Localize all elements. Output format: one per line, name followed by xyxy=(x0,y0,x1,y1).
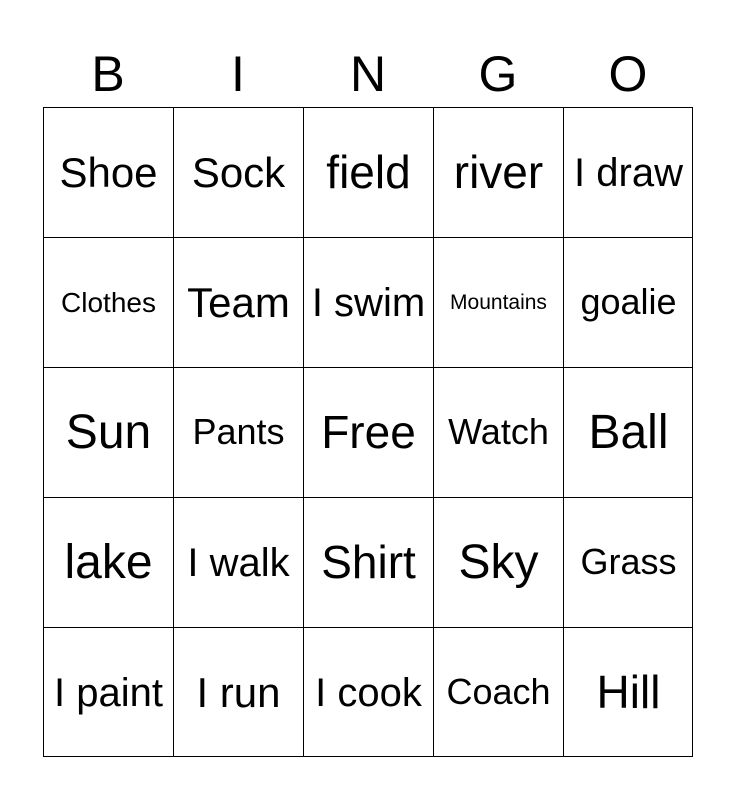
bingo-cell[interactable]: I run xyxy=(173,627,303,757)
bingo-cell[interactable]: Mountains xyxy=(433,237,563,367)
bingo-cell[interactable]: Team xyxy=(173,237,303,367)
bingo-cell[interactable]: I cook xyxy=(303,627,433,757)
bingo-cell[interactable]: lake xyxy=(43,497,173,627)
bingo-cell[interactable]: Shoe xyxy=(43,107,173,237)
bingo-cell[interactable]: Clothes xyxy=(43,237,173,367)
header-letter-b: B xyxy=(91,46,125,102)
bingo-cell[interactable]: Coach xyxy=(433,627,563,757)
bingo-cell[interactable]: Sock xyxy=(173,107,303,237)
bingo-cell[interactable]: I walk xyxy=(173,497,303,627)
header-letter-i: I xyxy=(231,46,245,102)
bingo-cell[interactable]: field xyxy=(303,107,433,237)
bingo-cell[interactable]: Grass xyxy=(563,497,693,627)
bingo-cell[interactable]: I paint xyxy=(43,627,173,757)
bingo-cell[interactable]: goalie xyxy=(563,237,693,367)
header-letter-n: N xyxy=(349,46,387,102)
bingo-cell[interactable]: Pants xyxy=(173,367,303,497)
bingo-cell-free[interactable]: Free xyxy=(303,367,433,497)
bingo-cell[interactable]: Sun xyxy=(43,367,173,497)
bingo-cell[interactable]: I swim xyxy=(303,237,433,367)
bingo-board xyxy=(43,107,693,757)
bingo-cell[interactable]: I draw xyxy=(563,107,693,237)
bingo-cell[interactable]: river xyxy=(433,107,563,237)
bingo-cell[interactable]: Watch xyxy=(433,367,563,497)
bingo-header xyxy=(43,42,693,106)
bingo-cell[interactable]: Sky xyxy=(433,497,563,627)
bingo-cell[interactable]: Ball xyxy=(563,367,693,497)
header-letter-g: G xyxy=(478,46,518,102)
header-letter-o: O xyxy=(608,46,648,102)
bingo-cell[interactable]: Shirt xyxy=(303,497,433,627)
bingo-cell[interactable]: Hill xyxy=(563,627,693,757)
